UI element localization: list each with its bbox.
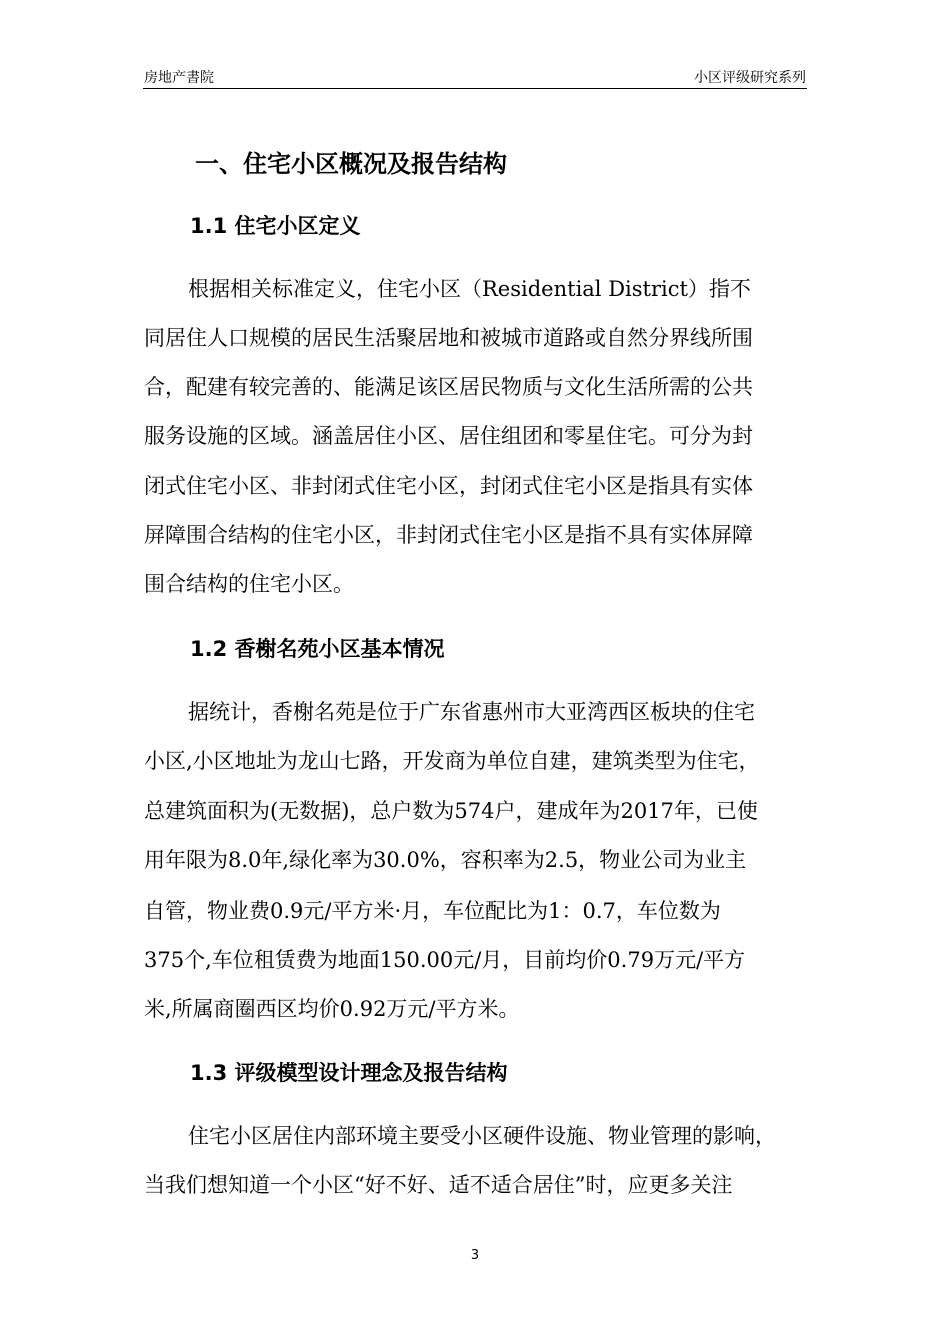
page-number: 3 [470, 1248, 480, 1263]
paragraph-line: 围合结构的住宅小区。 [144, 572, 354, 596]
chapter-title: 一、住宅小区概况及报告结构 [195, 150, 507, 178]
paragraph-line: 屏障围合结构的住宅小区，非封闭式住宅小区是指不具有实体屏障 [144, 523, 753, 547]
page-header [144, 66, 806, 90]
header-publisher: 房地产書院 [144, 70, 214, 86]
paragraph-line: 小区,小区地址为龙山七路，开发商为单位自建，建筑类型为住宅， [144, 749, 760, 773]
header-divider [143, 88, 807, 89]
paragraph-line: 服务设施的区域。涵盖居住小区、居住组团和零星住宅。可分为封 [144, 424, 753, 448]
paragraph-line: 总建筑面积为(无数据)，总户数为574户，建成年为2017年，已使 [144, 799, 758, 823]
paragraph-line: 自管，物业费0.9元/平方米·月，车位配比为1：0.7，车位数为 [144, 899, 721, 923]
section-title-1-1: 1.1 住宅小区定义 [190, 214, 361, 238]
paragraph-line: 当我们想知道一个小区“好不好、适不适合居住”时，应更多关注 [144, 1173, 733, 1197]
paragraph-line: 据统计，香榭名苑是位于广东省惠州市大亚湾西区板块的住宅 [188, 700, 755, 724]
paragraph-line: 375个,车位租赁费为地面150.00元/月，目前均价0.79万元/平方 [144, 948, 746, 972]
paragraph-line: 住宅小区居住内部环境主要受小区硬件设施、物业管理的影响， [188, 1124, 776, 1148]
paragraph-line: 根据相关标准定义，住宅小区（Residential District）指不 [188, 277, 751, 301]
section-title-1-3: 1.3 评级模型设计理念及报告结构 [190, 1061, 508, 1085]
paragraph-line: 同居住人口规模的居民生活聚居地和被城市道路或自然分界线所围 [144, 326, 753, 350]
header-series-title: 小区评级研究系列 [694, 70, 806, 86]
paragraph-line: 合，配建有较完善的、能满足该区居民物质与文化生活所需的公共 [144, 375, 753, 399]
paragraph-line: 米,所属商圈西区均价0.92万元/平方米。 [144, 997, 520, 1021]
paragraph-line: 用年限为8.0年,绿化率为30.0%，容积率为2.5，物业公司为业主 [144, 848, 747, 872]
paragraph-line: 闭式住宅小区、非封闭式住宅小区，封闭式住宅小区是指具有实体 [144, 474, 753, 498]
section-title-1-2: 1.2 香榭名苑小区基本情况 [190, 637, 445, 661]
